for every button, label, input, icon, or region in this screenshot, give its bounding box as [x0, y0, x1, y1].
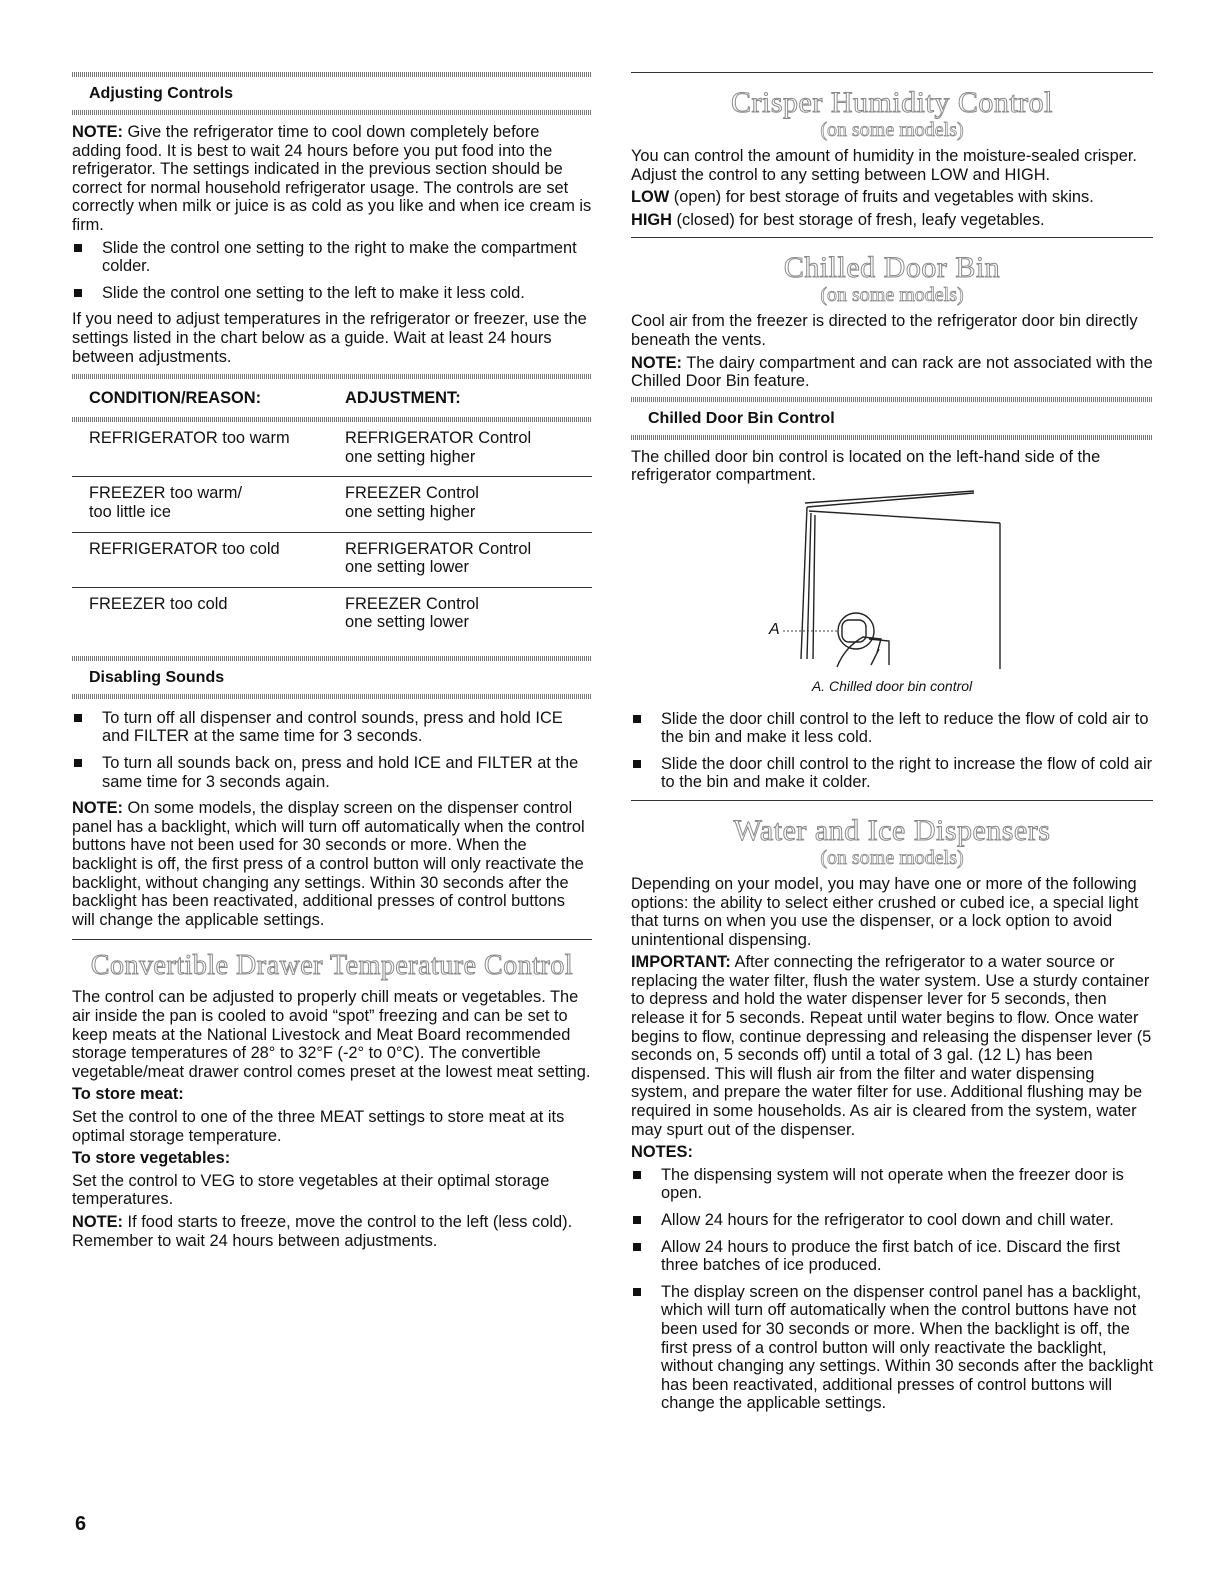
list-item: Slide the control one setting to the right to make the compartment colder. [72, 239, 592, 276]
right-column [631, 72, 1153, 1421]
adjustment-table [72, 422, 592, 642]
chilled-section-title: Chilled Door Bin [783, 251, 1001, 285]
table-row: FREEZER too warm/ too little ice FREEZER Control one setting higher [72, 477, 592, 532]
crisper-section-subtitle: (on some models) [820, 119, 964, 141]
chilled-bullets [631, 710, 1153, 792]
sounds-note: NOTE: On some models, the display screen on the dispenser control panel has a backlight, which will turn off automatically when the control buttons have not been used for 30 seconds or more. When the backlight is off, the first press of a control button will only reactivate the backlight, without changing any settings. Within 30 seconds after the backlight has been reactivated, additional presses of control buttons will change the applicable settings. [72, 799, 585, 929]
chilled-section-subtitle: (on some models) [820, 284, 964, 307]
store-meat-text: Set the control to one of the three MEAT settings to store meat at its optimal storage temperature. [72, 1107, 565, 1145]
adjustment-table-header [72, 379, 592, 417]
disabling-sounds-heading: Disabling Sounds [89, 668, 225, 686]
adjusting-guide-text: If you need to adjust temperatures in the refrigerator or freezer, use the settings listed in the chart below as a guide. Wait at least 24 hours between adjustments. [72, 310, 587, 366]
list-item: To turn all sounds back on, press and hold ICE and FILTER at the same time for 3 seconds again. [72, 754, 592, 791]
figure-caption: A. Chilled door bin control [811, 677, 973, 694]
section-rule [631, 72, 1153, 73]
dotted-rule [631, 435, 1153, 440]
store-meat-heading: To store meat: [72, 1085, 184, 1104]
column-header-adjustment: ADJUSTMENT: [345, 389, 461, 408]
list-item: Slide the door chill control to the right to increase the flow of cold air to the bin and make it colder. [631, 755, 1153, 792]
list-item: Allow 24 hours to produce the first batch of ice. Discard the first three batches of ice produced. [631, 1238, 1153, 1275]
chilled-note: NOTE: The dairy compartment and can rack are not associated with the Chilled Door Bin feature. [631, 353, 1153, 391]
list-item: The display screen on the dispenser control panel has a backlight, which will turn off automatically when the control buttons have not been used for 30 seconds or more. When the backlight is off, the first press of a control button will only reactivate the backlight, without changing any settings. Within 30 seconds after the backlight has been reactivated, additional presses of control buttons will change the applicable settings. [631, 1283, 1153, 1413]
list-item: Slide the control one setting to the left to make it less cold. [72, 284, 592, 303]
crisper-intro: You can control the amount of humidity in the moisture-sealed crisper. Adjust the control to any setting between LOW and HIGH. [631, 147, 1137, 184]
list-item: The dispensing system will not operate when the freezer door is open. [631, 1166, 1153, 1203]
crisper-low: LOW (open) for best storage of fruits and vegetables with skins. [631, 188, 1094, 207]
figure-label-a: A [769, 620, 780, 638]
store-vegetables-text: Set the control to VEG to store vegetables at their optimal storage temperatures. [72, 1171, 550, 1209]
table-row: REFRIGERATOR too cold REFRIGERATOR Control one setting lower [72, 532, 592, 587]
adjusting-controls-heading: Adjusting Controls [89, 85, 233, 102]
dispensers-section-title: Water and Ice Dispensers [733, 813, 1051, 847]
page-number: 6 [75, 1513, 87, 1535]
list-item: To turn off all dispenser and control sounds, press and hold ICE and FILTER at the same time for 3 seconds. [72, 709, 592, 746]
chilled-intro: Cool air from the freezer is directed to the refrigerator door bin directly beneath the vents. [631, 312, 1138, 349]
dispensers-intro: Depending on your model, you may have one or more of the following options: the ability to select either crushed or cubed ice, a special light that turns on when you use the dispenser, or a lock option to avoid unintentional dispensing. [631, 874, 1139, 949]
table-row: FREEZER too cold FREEZER Control one setting lower [89, 594, 479, 632]
adjusting-bullets [72, 239, 592, 303]
dotted-rule [72, 694, 592, 699]
chilled-bin-figure [631, 489, 1153, 677]
section-rule [631, 237, 1153, 238]
crisper-high: HIGH (closed) for best storage of fresh, leafy vegetables. [631, 210, 1045, 229]
dispensers-important: IMPORTANT: After connecting the refrigerator to a water source or replacing the water filter, flush the water system. Use a sturdy container to depress and hold the water dispenser lever for 5 seconds, then release it for 5 seconds. Repeat until water begins to flow. Once water begins to flow, continue depressing and releasing the dispenser lever (5 seconds on, 5 seconds off) until a total of 3 gal. (12 L) has been dispensed. This will flush air from the filter and water dispensing system, and prepare the water filter for use. Additional flushing may be required in some households. As air is cleared from the system, water may spurt out of the dispenser. [631, 953, 1152, 1139]
crisper-section-title: Crisper Humidity Control [731, 86, 1053, 119]
column-header-condition: CONDITION/REASON: [89, 389, 262, 408]
chilled-control-text: The chilled door bin control is located on the left-hand side of the refrigerator compartment. [631, 447, 1101, 485]
dispensers-section-subtitle: (on some models) [820, 846, 964, 869]
adjusting-note: NOTE: Give the refrigerator time to cool down completely before adding food. It is best to wait 24 hours before you put food into the refrigerator. The settings indicated in the previous section should be correct for normal household refrigerator usage. The controls are set correctly when milk or juice is as cold as you like and when ice cream is firm. [72, 123, 592, 234]
drawer-intro: The control can be adjusted to properly chill meats or vegetables. The air inside the pan is cooled to avoid “spot” freezing and can be set to keep meats at the National Livestock and Meat Board recommended storage temperatures of 28° to 32°F (-2° to 0°C). The convertible vegetable/meat drawer control comes preset at the lowest meat setting. [72, 988, 591, 1081]
section-rule [72, 939, 592, 940]
store-vegetables-heading: To store vegetables: [72, 1149, 231, 1168]
table-row: REFRIGERATOR too warm REFRIGERATOR Control one setting higher [72, 422, 592, 477]
refrigerator-door-illustration [631, 489, 1153, 677]
dispensers-notes-heading: NOTES: [631, 1143, 693, 1162]
chilled-control-heading: Chilled Door Bin Control [648, 409, 835, 427]
list-item: Allow 24 hours for the refrigerator to cool down and chill water. [631, 1211, 1153, 1230]
section-rule [631, 800, 1153, 801]
dotted-rule [72, 110, 592, 115]
drawer-section-title: Convertible Drawer Temperature Control [90, 950, 574, 982]
sounds-bullets [72, 709, 592, 791]
dispensers-bullets [631, 1166, 1153, 1413]
list-item: Slide the door chill control to the left to reduce the flow of cold air to the bin and make it less cold. [631, 710, 1153, 747]
drawer-note: NOTE: If food starts to freeze, move the control to the left (less cold). Remember to wait 24 hours between adjustments. [72, 1212, 573, 1250]
left-column [72, 72, 592, 1254]
